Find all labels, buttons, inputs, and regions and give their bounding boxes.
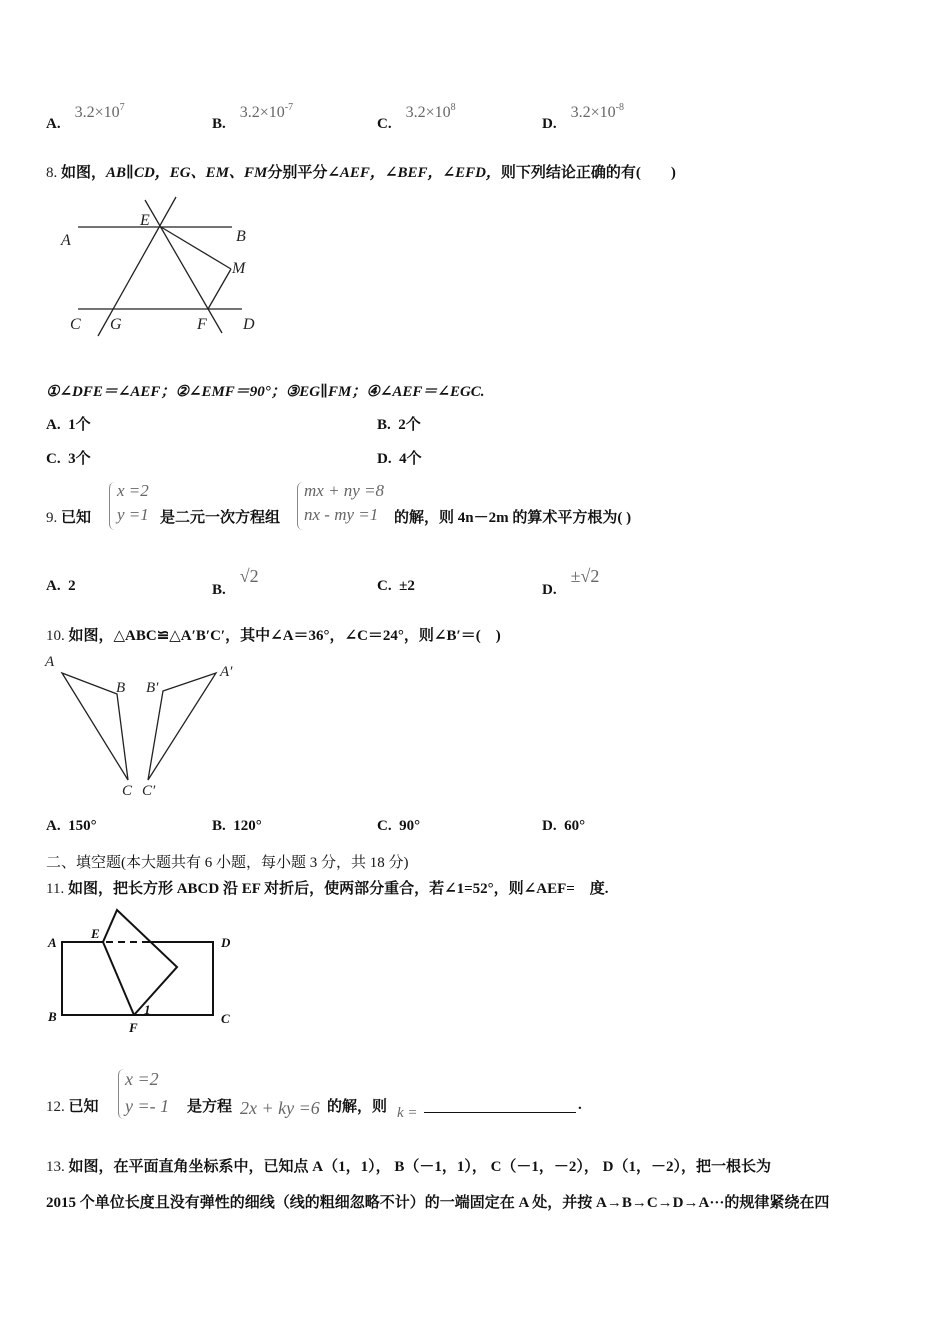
q8-statements: ①∠DFE＝∠AEF；②∠EMF＝90°；③EG∥FM；④∠AEF＝∠EGC. bbox=[46, 384, 485, 400]
section-title: 二、填空题(本大题共有 6 小题，每小题 3 分，共 18 分) bbox=[46, 855, 409, 871]
q12-answer-blank[interactable] bbox=[424, 1098, 576, 1118]
q9-stem-suffix: 的解，则 4n－2m 的算术平方根为( ) bbox=[394, 510, 632, 526]
q9-stem-mid: 是二元一次方程组 bbox=[160, 510, 281, 526]
label-a: A bbox=[48, 935, 57, 950]
q10-option-a[interactable]: A. 150° bbox=[46, 818, 97, 834]
brace bbox=[297, 482, 303, 530]
label-e: E bbox=[140, 212, 150, 229]
label-e: E bbox=[91, 926, 100, 941]
label-c-prime: C′ bbox=[142, 783, 156, 799]
label-d: D bbox=[221, 935, 231, 950]
label-b-prime: B′ bbox=[146, 680, 159, 696]
q10-option-c[interactable]: C. 90° bbox=[377, 818, 421, 834]
label-c: C bbox=[70, 316, 81, 333]
label-b: B bbox=[116, 680, 126, 696]
option-value: 3.2×10 bbox=[405, 104, 451, 121]
brace bbox=[109, 482, 115, 530]
question-number: 11. bbox=[46, 881, 65, 897]
q12-k-label: k = bbox=[397, 1105, 418, 1121]
option-exponent: -8 bbox=[615, 102, 624, 113]
q9-option-d[interactable]: D.±√2 bbox=[542, 566, 600, 598]
question-number: 12. bbox=[46, 1099, 65, 1115]
q12-equation: 2x + ky =6 bbox=[240, 1098, 320, 1118]
option-label: B. bbox=[212, 116, 226, 132]
label-c: C bbox=[221, 1011, 230, 1026]
q12-stem-prefix: 12. 已知 bbox=[46, 1099, 99, 1115]
q9-solution-system: x =2 y =1 bbox=[117, 481, 149, 524]
option-value: 3.2×10 bbox=[570, 104, 616, 121]
label-f: F bbox=[197, 316, 207, 333]
q10-figure bbox=[40, 650, 250, 805]
q8-option-a[interactable]: A. 1个 bbox=[46, 417, 91, 433]
label-d: D bbox=[243, 316, 255, 333]
q9-option-b[interactable]: B.√2 bbox=[212, 566, 259, 598]
q8-option-b[interactable]: B. 2个 bbox=[377, 417, 421, 433]
label-b: B bbox=[236, 228, 246, 245]
label-c: C bbox=[122, 783, 133, 799]
option-label: C. bbox=[377, 116, 392, 132]
option-label: A. bbox=[46, 116, 61, 132]
q8-stem: 8. 如图，AB∥CD，EG、EM、FM分别平分∠AEF，∠BEF，∠EFD，则下列结论正确的有( ) bbox=[46, 165, 676, 181]
option-exponent: 7 bbox=[119, 102, 125, 113]
q13-line-2: 2015 个单位长度且没有弹性的细线（线的粗细忽略不计）的一端固定在 A 处，并按 A→B→C→D→A···的规律紧绕在四 bbox=[46, 1195, 830, 1211]
q9-equation-system: mx + ny =8 nx - my =1 bbox=[304, 481, 385, 524]
label-a: A bbox=[45, 654, 55, 670]
option-label: D. bbox=[542, 116, 557, 132]
option-value: 3.2×10 bbox=[239, 104, 285, 121]
brace bbox=[118, 1069, 124, 1119]
q10-option-b[interactable]: B. 120° bbox=[212, 818, 262, 834]
question-number: 13. bbox=[46, 1159, 65, 1175]
label-g: G bbox=[110, 316, 122, 333]
option-value: 3.2×10 bbox=[74, 104, 120, 121]
q10-option-d[interactable]: D. 60° bbox=[542, 818, 586, 834]
q12-period: . bbox=[578, 1097, 582, 1113]
label-a: A bbox=[61, 232, 71, 249]
q13-line-1: 13. 如图，在平面直角坐标系中，已知点 A（1，1）， B（－1，1）， C（－1，－2）， D（1，－2），把一根长为 bbox=[46, 1159, 772, 1175]
label-angle-1: 1 bbox=[144, 1002, 151, 1017]
q8-figure bbox=[40, 190, 280, 350]
q10-stem: 10. 如图，△ABC≌△A′B′C′，其中∠A＝36°，∠C＝24°，则∠B′＝( ) bbox=[46, 628, 501, 644]
q12-stem-mid: 是方程 bbox=[187, 1099, 233, 1115]
q11-stem: 11. 如图，把长方形 ABCD 沿 EF 对折后，使两部分重合，若∠1=52°，则∠AEF= 度. bbox=[46, 881, 609, 897]
option-exponent: -7 bbox=[284, 102, 294, 113]
label-m: M bbox=[232, 260, 246, 277]
question-number: 8. bbox=[46, 165, 58, 181]
label-a-prime: A′ bbox=[220, 664, 233, 680]
label-f: F bbox=[129, 1020, 138, 1035]
q12-stem-suffix: 的解，则 bbox=[327, 1099, 388, 1115]
question-number: 10. bbox=[46, 628, 65, 644]
question-number: 9. bbox=[46, 510, 58, 526]
q12-solution-system: x =2 y =- 1 bbox=[125, 1069, 170, 1116]
option-exponent: 8 bbox=[450, 102, 456, 113]
q8-option-c[interactable]: C. 3个 bbox=[46, 451, 91, 467]
label-b: B bbox=[48, 1009, 57, 1024]
q9-option-c[interactable]: C. ±2 bbox=[377, 578, 415, 594]
q9-option-a[interactable]: A. 2 bbox=[46, 578, 76, 594]
q11-figure bbox=[40, 900, 240, 1035]
q8-option-d[interactable]: D. 4个 bbox=[377, 451, 422, 467]
q9-stem-prefix: 9. 已知 bbox=[46, 510, 92, 526]
